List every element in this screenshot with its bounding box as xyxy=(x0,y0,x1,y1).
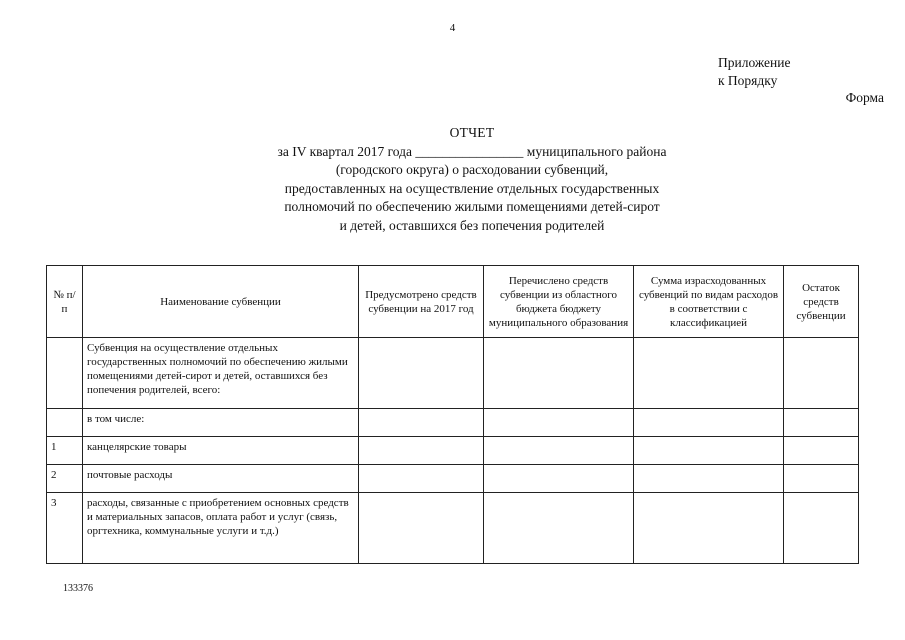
row-number: 3 xyxy=(47,493,83,564)
table-header-row xyxy=(47,266,859,338)
table-row xyxy=(47,437,859,465)
title-line-5: и детей, оставшихся без попечения родителей xyxy=(339,217,605,233)
row-remaining-cell xyxy=(784,465,859,493)
row-transferred-cell xyxy=(484,338,634,409)
header-remaining-funds: Остаток средств субвенции xyxy=(784,266,859,338)
row-name: в том числе: xyxy=(83,409,359,437)
report-table xyxy=(46,265,859,564)
row-remaining-cell xyxy=(784,409,859,437)
title-line-2: (городского округа) о расходовании субвенций, xyxy=(335,162,609,177)
header-subvention-name: Наименование субвенции xyxy=(83,266,359,338)
title-line-3: предоставленных на осуществление отдельных государственных xyxy=(284,180,660,196)
row-number xyxy=(47,409,83,437)
table-row xyxy=(47,338,859,409)
report-heading: ОТЧЕТ xyxy=(449,125,495,140)
appendix-line-1: Приложение xyxy=(718,55,791,70)
document-code: 133376 xyxy=(63,583,93,594)
header-spent-amount: Сумма израсходованных субвенций по видам расходов в соответствии с классификацией xyxy=(634,266,784,338)
row-planned-cell xyxy=(359,465,484,493)
header-number: № п/п xyxy=(47,266,83,338)
row-planned-cell xyxy=(359,493,484,564)
row-transferred-cell xyxy=(484,493,634,564)
row-spent-cell xyxy=(634,493,784,564)
row-planned-cell xyxy=(359,409,484,437)
title-line-1: за IV квартал 2017 года ________________ муниципального района xyxy=(277,143,667,159)
appendix-line-2: к Порядку xyxy=(718,73,778,88)
row-name: канцелярские товары xyxy=(83,437,359,465)
row-transferred-cell xyxy=(484,465,634,493)
row-spent-cell xyxy=(634,338,784,409)
row-planned-cell xyxy=(359,437,484,465)
row-spent-cell xyxy=(634,409,784,437)
row-spent-cell xyxy=(634,465,784,493)
row-transferred-cell xyxy=(484,409,634,437)
report-title xyxy=(232,124,712,235)
row-remaining-cell xyxy=(784,493,859,564)
row-planned-cell xyxy=(359,338,484,409)
row-number xyxy=(47,338,83,409)
table-row xyxy=(47,493,859,564)
form-label: Форма xyxy=(845,90,884,105)
row-number: 1 xyxy=(47,437,83,465)
title-line-4: полномочий по обеспечению жилыми помещениями детей-сирот xyxy=(284,199,660,214)
header-planned-funds: Предусмотрено средств субвенции на 2017 год xyxy=(359,266,484,338)
row-number: 2 xyxy=(47,465,83,493)
row-transferred-cell xyxy=(484,437,634,465)
appendix-reference xyxy=(718,54,790,90)
table-row xyxy=(47,465,859,493)
row-spent-cell xyxy=(634,437,784,465)
page-number: 4 xyxy=(449,22,456,34)
table-row xyxy=(47,409,859,437)
row-name: почтовые расходы xyxy=(83,465,359,493)
row-remaining-cell xyxy=(784,338,859,409)
row-name: Субвенция на осуществление отдельных государственных полномочий по обеспечению жилыми помещениями детей-сирот и детей, оставшихся без попечения родителей, всего: xyxy=(83,338,359,409)
header-transferred-funds: Перечислено средств субвенции из областного бюджета бюджету муниципального образования xyxy=(484,266,634,338)
row-remaining-cell xyxy=(784,437,859,465)
row-name: расходы, связанные с приобретением основных средств и материальных запасов, оплата работ и услуг (связь, оргтехника, коммунальные услуги и т.д.) xyxy=(83,493,359,564)
